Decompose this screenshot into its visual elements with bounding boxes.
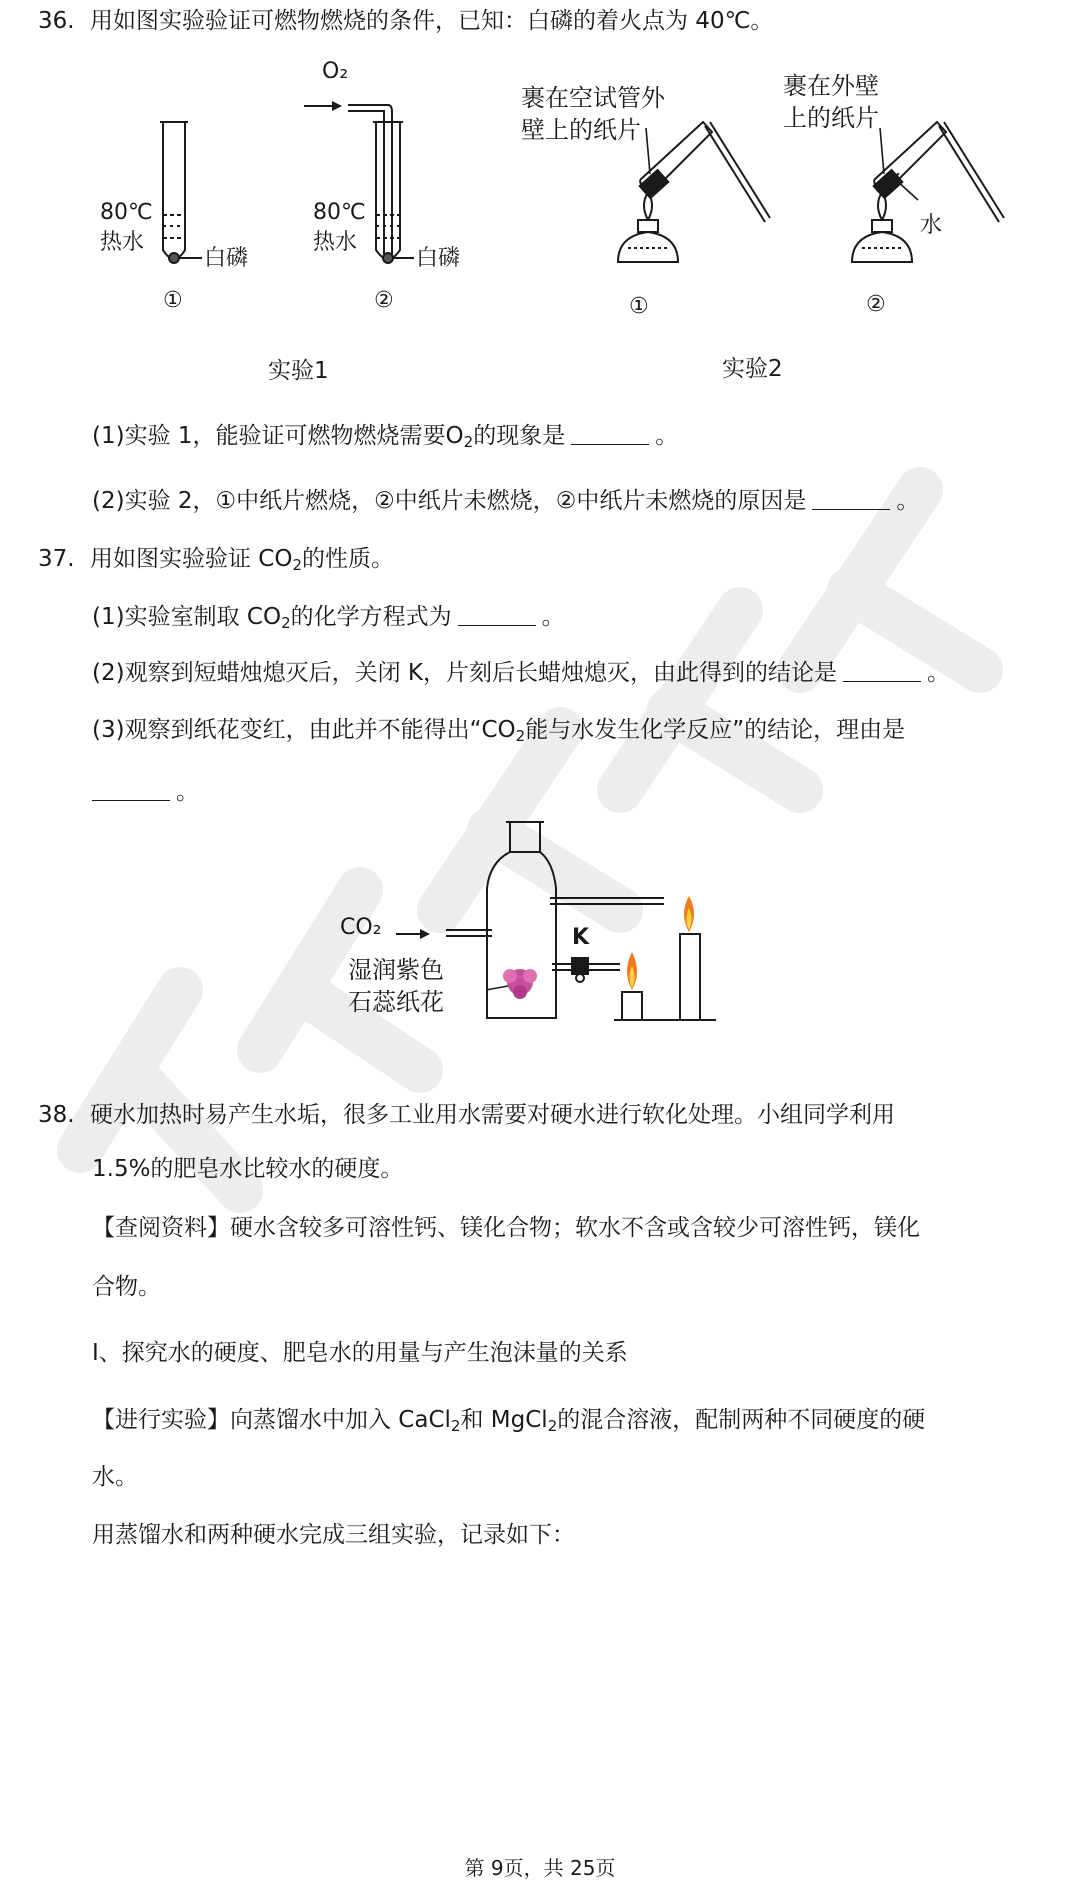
exp2-caption: 实验2 xyxy=(722,356,783,382)
q38-line2: 1.5%的肥皂水比较水的硬度。 xyxy=(92,1156,404,1182)
water-label: 水 xyxy=(920,213,943,238)
paper-wall-label-line2: 上的纸片 xyxy=(783,104,879,132)
temp-label-1: 80℃ xyxy=(100,200,153,225)
q37-sub1: (1)实验室制取 $CO_2$的化学方程式为 。 xyxy=(92,604,565,632)
q37-number: 37. xyxy=(38,546,75,572)
exp1-caption: 实验1 xyxy=(268,358,329,384)
q38-exp-line1: 【进行实验】向蒸馏水中加入 CaCl$_2$和 MgCl$_2$的混合溶液，配制两种不同硬度的硬 xyxy=(92,1407,926,1435)
q38-exp-line2: 水。 xyxy=(92,1464,138,1490)
paper-outer-label-line2: 壁上的纸片 xyxy=(521,116,641,144)
flower-label-line2: 石蕊纸花 xyxy=(348,988,444,1016)
q36-stem: 36. 用如图实验验证可燃物燃烧的条件，已知：白磷的着火点为 40℃。 xyxy=(38,4,773,38)
paper-wall-label-line1: 裹在外壁 xyxy=(783,72,879,100)
q38-number: 38. xyxy=(38,1102,75,1128)
upper-outlet-tube xyxy=(550,898,664,904)
circle-label-exp2-1: ① xyxy=(629,294,649,319)
page-footer: 第 9页，共 25页 xyxy=(464,1856,616,1880)
paper-outer-label-line1: 裹在空试管外 xyxy=(521,84,665,112)
phosphorus-label-2: 白磷 xyxy=(416,246,461,271)
q38-ref-line2: 合物。 xyxy=(92,1274,161,1300)
q38-record: 用蒸馏水和两种硬水完成三组实验，记录如下： xyxy=(92,1522,575,1548)
flower-icon xyxy=(486,969,537,999)
long-candle xyxy=(680,896,700,1020)
q37-sub3-blank-line: 。 xyxy=(92,775,199,809)
circle-label-exp1-1: ① xyxy=(163,288,183,313)
q36-sub1: (1)实验 1，能验证可燃物燃烧需要$O_2$的现象是 。 xyxy=(92,423,679,451)
q36-sub2: (2)实验 2，①中纸片燃烧，②中纸片未燃烧，②中纸片未燃烧的原因是 。 xyxy=(92,488,920,514)
co2-inlet-tube xyxy=(446,930,492,936)
q38-line1: 38. 硬水加热时易产生水垢，很多工业用水需要对硬水进行软化处理。小组同学利用 xyxy=(38,1098,895,1132)
k-label: K xyxy=(572,925,590,950)
short-candle xyxy=(622,952,642,1020)
circle-label-exp1-2: ② xyxy=(374,288,394,313)
temp-label-2: 80℃ xyxy=(313,200,366,225)
q38-ref-line1: 【查阅资料】硬水含较多可溶性钙、镁化合物；软水不含或含较少可溶性钙，镁化 xyxy=(92,1215,920,1241)
q37-sub2: (2)观察到短蜡烛熄灭后，关闭 K，片刻后长蜡烛熄灭，由此得到的结论是 。 xyxy=(92,660,950,686)
co2-arrow xyxy=(396,929,430,939)
q38-section1: Ⅰ、探究水的硬度、肥皂水的用量与产生泡沫量的关系 xyxy=(92,1340,628,1366)
q36-number: 36. xyxy=(38,8,75,34)
phosphorus-label-1: 白磷 xyxy=(204,246,249,271)
flower-label-line1: 湿润紫色 xyxy=(348,956,444,984)
o2-label: O₂ xyxy=(322,59,349,84)
q37-sub3: (3)观察到纸花变红，由此并不能得出“$CO_2$能与水发生化学反应”的结论，理由是 xyxy=(92,717,906,745)
co2-label: CO₂ xyxy=(340,915,382,940)
circle-label-exp2-2: ② xyxy=(866,292,886,317)
hot-water-label-2: 热水 xyxy=(313,230,358,255)
hot-water-label-1: 热水 xyxy=(100,230,145,255)
q37-stem: 37. 用如图实验验证 $CO_2$的性质。 xyxy=(38,542,394,576)
lower-outlet-tube xyxy=(552,958,620,982)
